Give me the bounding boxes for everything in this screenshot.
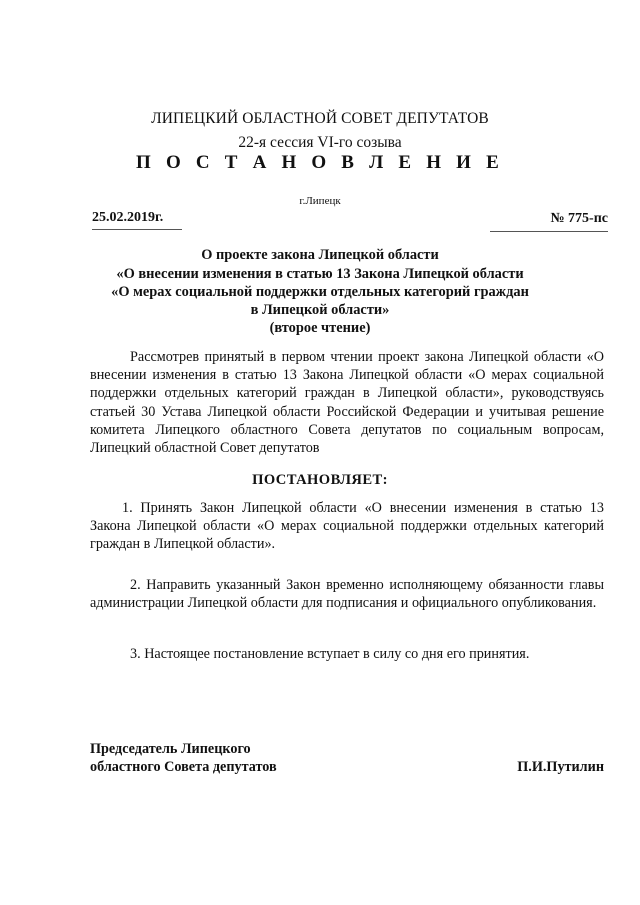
resolution-item-1: 1. Принять Закон Липецкой области «О внесении изменения в статью 13 Закона Липецкой области «О мерах социальной поддержки отдельных категорий граждан в Липецкой области». [90, 500, 604, 553]
date-underline [92, 229, 182, 230]
heading-line-1: О проекте закона Липецкой области [201, 247, 439, 263]
city-label: г.Липецк [299, 195, 341, 207]
organization-name: ЛИПЕЦКИЙ ОБЛАСТНОЙ СОВЕТ ДЕПУТАТОВ [151, 110, 489, 127]
resolution-item-3: 3. Настоящее постановление вступает в силу со дня его принятия. [130, 646, 530, 662]
resolution-item-2: 2. Направить указанный Закон временно исполняющему обязанности главы администрации Липецкой области для подписания и официального опубликования. [90, 577, 604, 612]
document-type-title: П О С Т А Н О В Л Е Н И Е [136, 152, 504, 173]
heading-line-3: «О мерах социальной поддержки отдельных категорий граждан [111, 284, 529, 300]
signatory-title-line-1: Председатель Липецкого [90, 741, 251, 757]
heading-line-5: (второе чтение) [269, 320, 371, 336]
heading-line-2: «О внесении изменения в статью 13 Закона Липецкой области [116, 266, 524, 282]
document-number: № 775-пс [550, 211, 608, 226]
document-date: 25.02.2019г. [92, 210, 164, 225]
signatory-title-line-2: областного Совета депутатов [90, 759, 277, 775]
session-label: 22-я сессия VI-го созыва [238, 134, 402, 151]
signatory-name: П.И.Путилин [517, 759, 604, 775]
decides-heading: ПОСТАНОВЛЯЕТ: [252, 472, 388, 488]
intro-paragraph: Рассмотрев принятый в первом чтении проект закона Липецкой области «О внесении изменения в статью 13 Закона Липецкой области «О мерах социальной поддержки отдельных категорий граждан в Липецкой области», руководствуясь статьей 30 Устава Липецкой области Российской Федерации и учитывая решение комитета Липецкого областного Совета депутатов по социальным вопросам, Липецкий областной Совет депутатов [90, 349, 604, 457]
date-field [92, 209, 182, 226]
heading-line-4: в Липецкой области» [250, 302, 390, 318]
number-underline [490, 231, 608, 232]
signatory-title [90, 740, 277, 776]
